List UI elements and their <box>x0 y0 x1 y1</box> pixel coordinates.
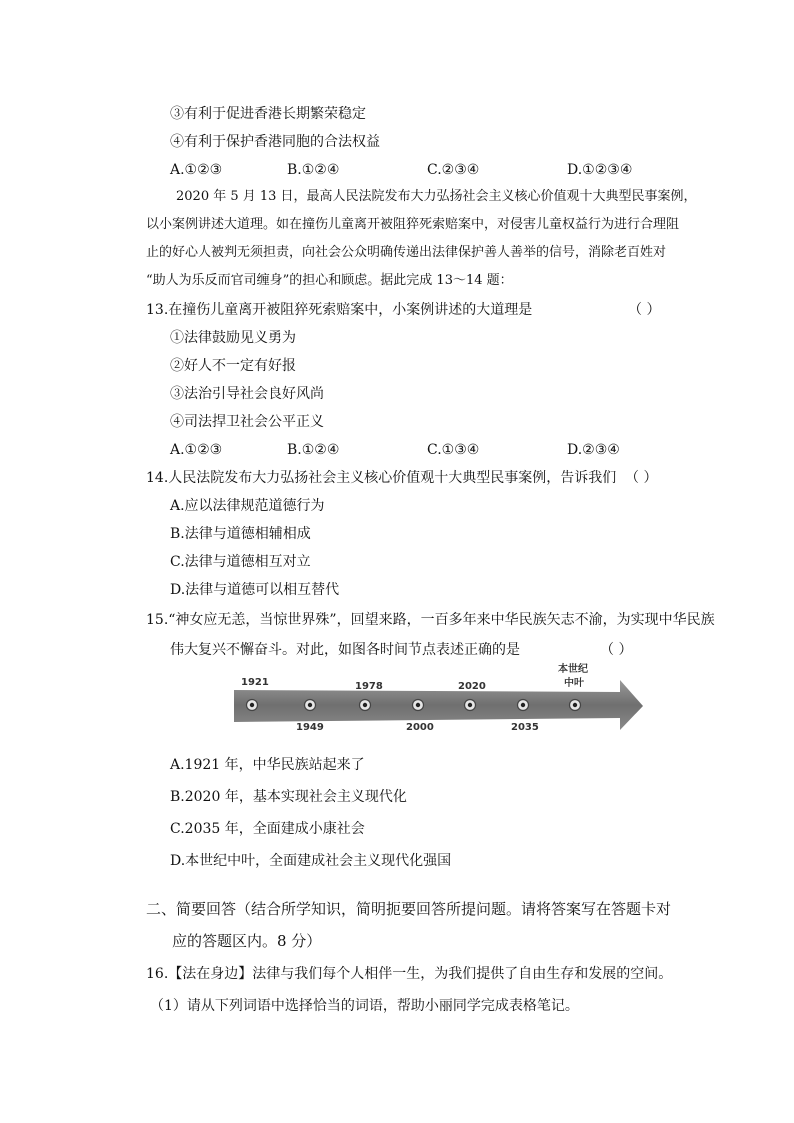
timeline-label-1978: 1978 <box>355 681 383 692</box>
timeline-label-century-mid-2: 中叶 <box>564 678 584 689</box>
timeline-node-center <box>416 703 420 707</box>
q15-stem-line1: 15.“神女应无恙，当惊世界殊”，回望来路，一百多年来中华民族矢志不渝，为实现中华民族 <box>146 612 715 628</box>
prev-option-b: B.①②④ <box>287 162 340 178</box>
q15-option-d: D.本世纪中叶，全面建成社会主义现代化强国 <box>170 853 452 869</box>
timeline-label-2000: 2000 <box>406 722 434 733</box>
timeline-label-1949: 1949 <box>296 722 324 733</box>
q13-item-3: ③法治引导社会良好风尚 <box>170 386 324 402</box>
timeline-node-center <box>521 703 525 707</box>
q15-stem-line2: 伟大复兴不懈奋斗。对此，如图各时间节点表述正确的是 <box>170 642 520 658</box>
timeline-node-center <box>250 703 254 707</box>
q13-stem-text: 13.在撞伤儿童离开被阻猝死索赔案中，小案例讲述的大道理是 <box>146 302 533 318</box>
q16-sub1: （1）请从下列词语中选择恰当的词语，帮助小丽同学完成表格笔记。 <box>150 998 579 1014</box>
prev-option-a: A.①②③ <box>170 162 223 178</box>
prev-option-c: C.②③④ <box>427 162 480 178</box>
passage-line: 以小案例讲述大道理。如在撞伤儿童离开被阻猝死索赔案中，对侵害儿童权益行为进行合理阻 <box>146 217 680 232</box>
q13-option-b: B.①②④ <box>287 442 340 458</box>
q15-option-c: C.2035 年，全面建成小康社会 <box>170 821 365 837</box>
prev-item-3: ③有利于促进香港长期繁荣稳定 <box>170 106 366 122</box>
timeline-node-center <box>468 703 472 707</box>
passage-line: 2020 年 5 月 13 日，最高人民法院发布大力弘扬社会主义核心价值观十大典型民事案例， <box>176 189 697 204</box>
timeline-label-2020: 2020 <box>458 681 486 692</box>
q13-answer-paren: （ ） <box>628 302 661 318</box>
q15-answer-paren: （ ） <box>600 642 633 658</box>
q13-option-a: A.①②③ <box>170 442 223 458</box>
q15-option-a: A.1921 年，中华民族站起来了 <box>170 757 365 773</box>
prev-item-4: ④有利于保护香港同胞的合法权益 <box>170 134 380 150</box>
q14-answer-paren: （ ） <box>625 470 658 486</box>
q16-stem: 16.【法在身边】法律与我们每个人相伴一生，为我们提供了自由生存和发展的空间。 <box>146 966 673 982</box>
timeline-node-center <box>363 703 367 707</box>
q13-option-d: D.②③④ <box>567 442 620 458</box>
timeline-label-2035: 2035 <box>511 722 539 733</box>
q13-stem <box>146 301 532 319</box>
timeline-node-center <box>308 703 312 707</box>
passage-line: 止的好心人被判无须担责，向社会公众明确传递出法律保护善人善举的信号，消除老百姓对 <box>146 245 667 260</box>
passage-line: “助人为乐反而官司缠身”的担心和顾虑。据此完成 13～14 题： <box>146 273 513 288</box>
timeline-label-1921: 1921 <box>241 677 269 688</box>
q14-option-b: B.法律与道德相辅相成 <box>170 526 311 542</box>
timeline-label-century-mid: 本世纪 <box>558 664 588 675</box>
q14-option-d: D.法律与道德可以相互替代 <box>170 582 340 598</box>
q14-option-c: C.法律与道德相互对立 <box>170 554 311 570</box>
q13-item-4: ④司法捍卫社会公平正义 <box>170 414 324 430</box>
timeline-figure <box>228 660 648 738</box>
section-2-title-line2: 应的答题区内。8 分） <box>172 932 322 950</box>
q13-item-1: ①法律鼓励见义勇为 <box>170 330 296 346</box>
reading-passage <box>146 183 726 295</box>
q14-stem: 14.人民法院发布大力弘扬社会主义核心价值观十大典型民事案例，告诉我们 <box>146 470 617 486</box>
q13-option-c: C.①③④ <box>427 442 480 458</box>
timeline-node-center <box>573 703 577 707</box>
q13-item-2: ②好人不一定有好报 <box>170 358 296 374</box>
q14-option-a: A.应以法律规范道德行为 <box>170 498 325 514</box>
q15-option-b: B.2020 年，基本实现社会主义现代化 <box>170 789 407 805</box>
section-2-title-line1: 二、简要回答（结合所学知识，简明扼要回答所提问题。请将答案写在答题卡对 <box>146 900 672 918</box>
prev-option-d: D.①②③④ <box>567 162 633 178</box>
